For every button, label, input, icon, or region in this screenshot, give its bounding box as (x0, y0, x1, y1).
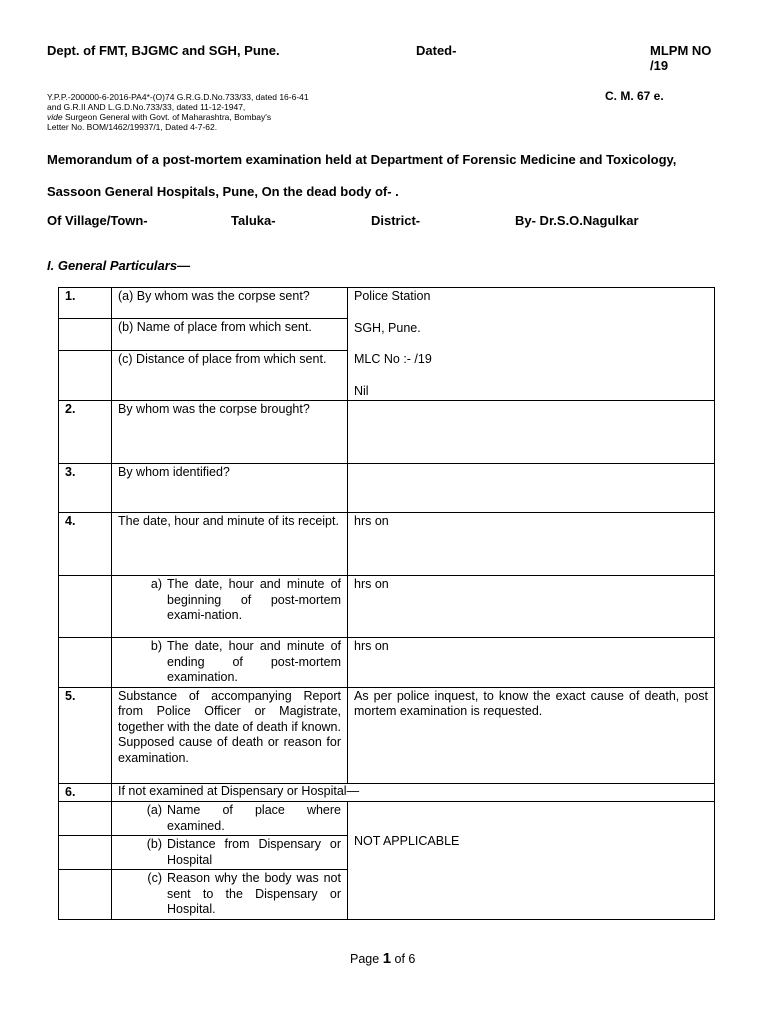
mlpm-line1: MLPM NO (650, 43, 712, 58)
sub-text: Distance from Dispensary or Hospital (167, 837, 341, 867)
reference-block (47, 92, 309, 132)
table-row-2 (59, 401, 715, 464)
mlc-number: MLC No :- /19 (354, 352, 432, 366)
mlpm-number (650, 43, 711, 73)
question-place-sent: (b) Name of place from which sent. (112, 319, 348, 350)
sub-text: The date, hour and minute of ending of post-mortem examination. (167, 639, 341, 684)
page-footer (350, 950, 415, 967)
section-title: I. General Particulars— (47, 258, 191, 273)
sub-label: (c) (147, 871, 162, 885)
answer-report-substance: As per police inquest, to know the exact cause of death, post mortem examination is requested. (348, 687, 715, 783)
row-number: 3. (59, 464, 112, 513)
question-not-examined: If not examined at Dispensary or Hospital— (112, 783, 715, 802)
general-particulars-table (58, 287, 715, 920)
page-of-total: of 6 (394, 952, 416, 966)
question-receipt: The date, hour and minute of its receipt. (112, 513, 348, 576)
answer-receipt: hrs on (348, 513, 715, 576)
row-number: 4. (59, 513, 112, 576)
question-report-substance: Substance of accompanying Report from Police Officer or Magistrate, together with the date of death if known. Supposed cause of death or reason for examination. (112, 687, 348, 783)
question-corpse-sent: (a) By whom was the corpse sent? (112, 288, 348, 319)
question-distance-sent: (c) Distance of place from which sent. (112, 350, 348, 400)
memorandum-line2: Sassoon General Hospitals, Pune, On the dead body of- . (47, 184, 399, 199)
answer-corpse-brought (348, 401, 715, 464)
row-number: 2. (59, 401, 112, 464)
table-row-1a (59, 288, 715, 319)
row-number: 1. (59, 288, 112, 319)
dated-label: Dated- (416, 43, 457, 58)
doctor-label: By- Dr.S.O.Nagulkar (515, 213, 639, 228)
reference-line1: Y.P.P.-200000-6-2016-PA4*-(O)74 G.R.G.D.No.733/33, dated 16-6-41 (47, 92, 309, 102)
reference-line3 (47, 112, 309, 122)
sub-label: b) (150, 639, 162, 653)
table-row-4a (59, 576, 715, 638)
row-number: 5. (59, 687, 112, 783)
table-row-6 (59, 783, 715, 802)
table-row-6a (59, 802, 715, 836)
table-row-5 (59, 687, 715, 783)
reference-vide: vide (47, 112, 63, 122)
question-identified: By whom identified? (112, 464, 348, 513)
district-label: District- (371, 213, 421, 228)
cm-code: C. M. 67 e. (605, 89, 664, 103)
answer-place: SGH, Pune. (354, 320, 421, 335)
answer-identified (348, 464, 715, 513)
page-number: 1 (382, 950, 392, 967)
answer-pm-begin: hrs on (348, 576, 715, 638)
answer-distance: Nil (354, 383, 369, 398)
taluka-label: Taluka- (231, 213, 276, 228)
sub-text: Name of place where examined. (167, 803, 341, 833)
answer-not-applicable-cell (348, 802, 715, 920)
sub-label: a) (150, 577, 162, 591)
row-number: 6. (59, 783, 112, 802)
reference-line4: Letter No. BOM/1462/19937/1, Dated 4-7-62. (47, 122, 218, 132)
table-row-4b (59, 638, 715, 688)
sub-text: Reason why the body was not sent to the Dispensary or Hospital. (167, 871, 341, 916)
question-corpse-brought: By whom was the corpse brought? (112, 401, 348, 464)
reference-line2: and G.R.II AND L.G.D.No.733/33, dated 11-12-1947, (47, 102, 246, 112)
answer-pm-end: hrs on (348, 638, 715, 688)
answer-cell-1 (348, 288, 715, 401)
page-word: Page (350, 952, 380, 966)
question-dispensary-distance (112, 836, 348, 870)
mlpm-line2: /19 (650, 58, 669, 73)
question-reason-not-sent (112, 870, 348, 920)
answer-not-applicable: NOT APPLICABLE (354, 834, 460, 848)
reference-line3-rest: Surgeon General with Govt. of Maharashtra, Bombay's (62, 112, 272, 122)
question-pm-end (112, 638, 348, 688)
sub-text: The date, hour and minute of beginning of post-mortem exami-nation. (167, 577, 341, 622)
table-row-3 (59, 464, 715, 513)
dept-title: Dept. of FMT, BJGMC and SGH, Pune. (47, 43, 280, 58)
question-pm-begin (112, 576, 348, 638)
table-row-4 (59, 513, 715, 576)
question-examined-place (112, 802, 348, 836)
memorandum-line1: Memorandum of a post-mortem examination held at Department of Forensic Medicine and Toxicology, (47, 152, 677, 167)
village-label: Of Village/Town- (47, 213, 148, 228)
sub-label: (a) (146, 803, 162, 817)
sub-label: (b) (146, 837, 162, 851)
answer-police-station: Police Station (354, 289, 431, 303)
